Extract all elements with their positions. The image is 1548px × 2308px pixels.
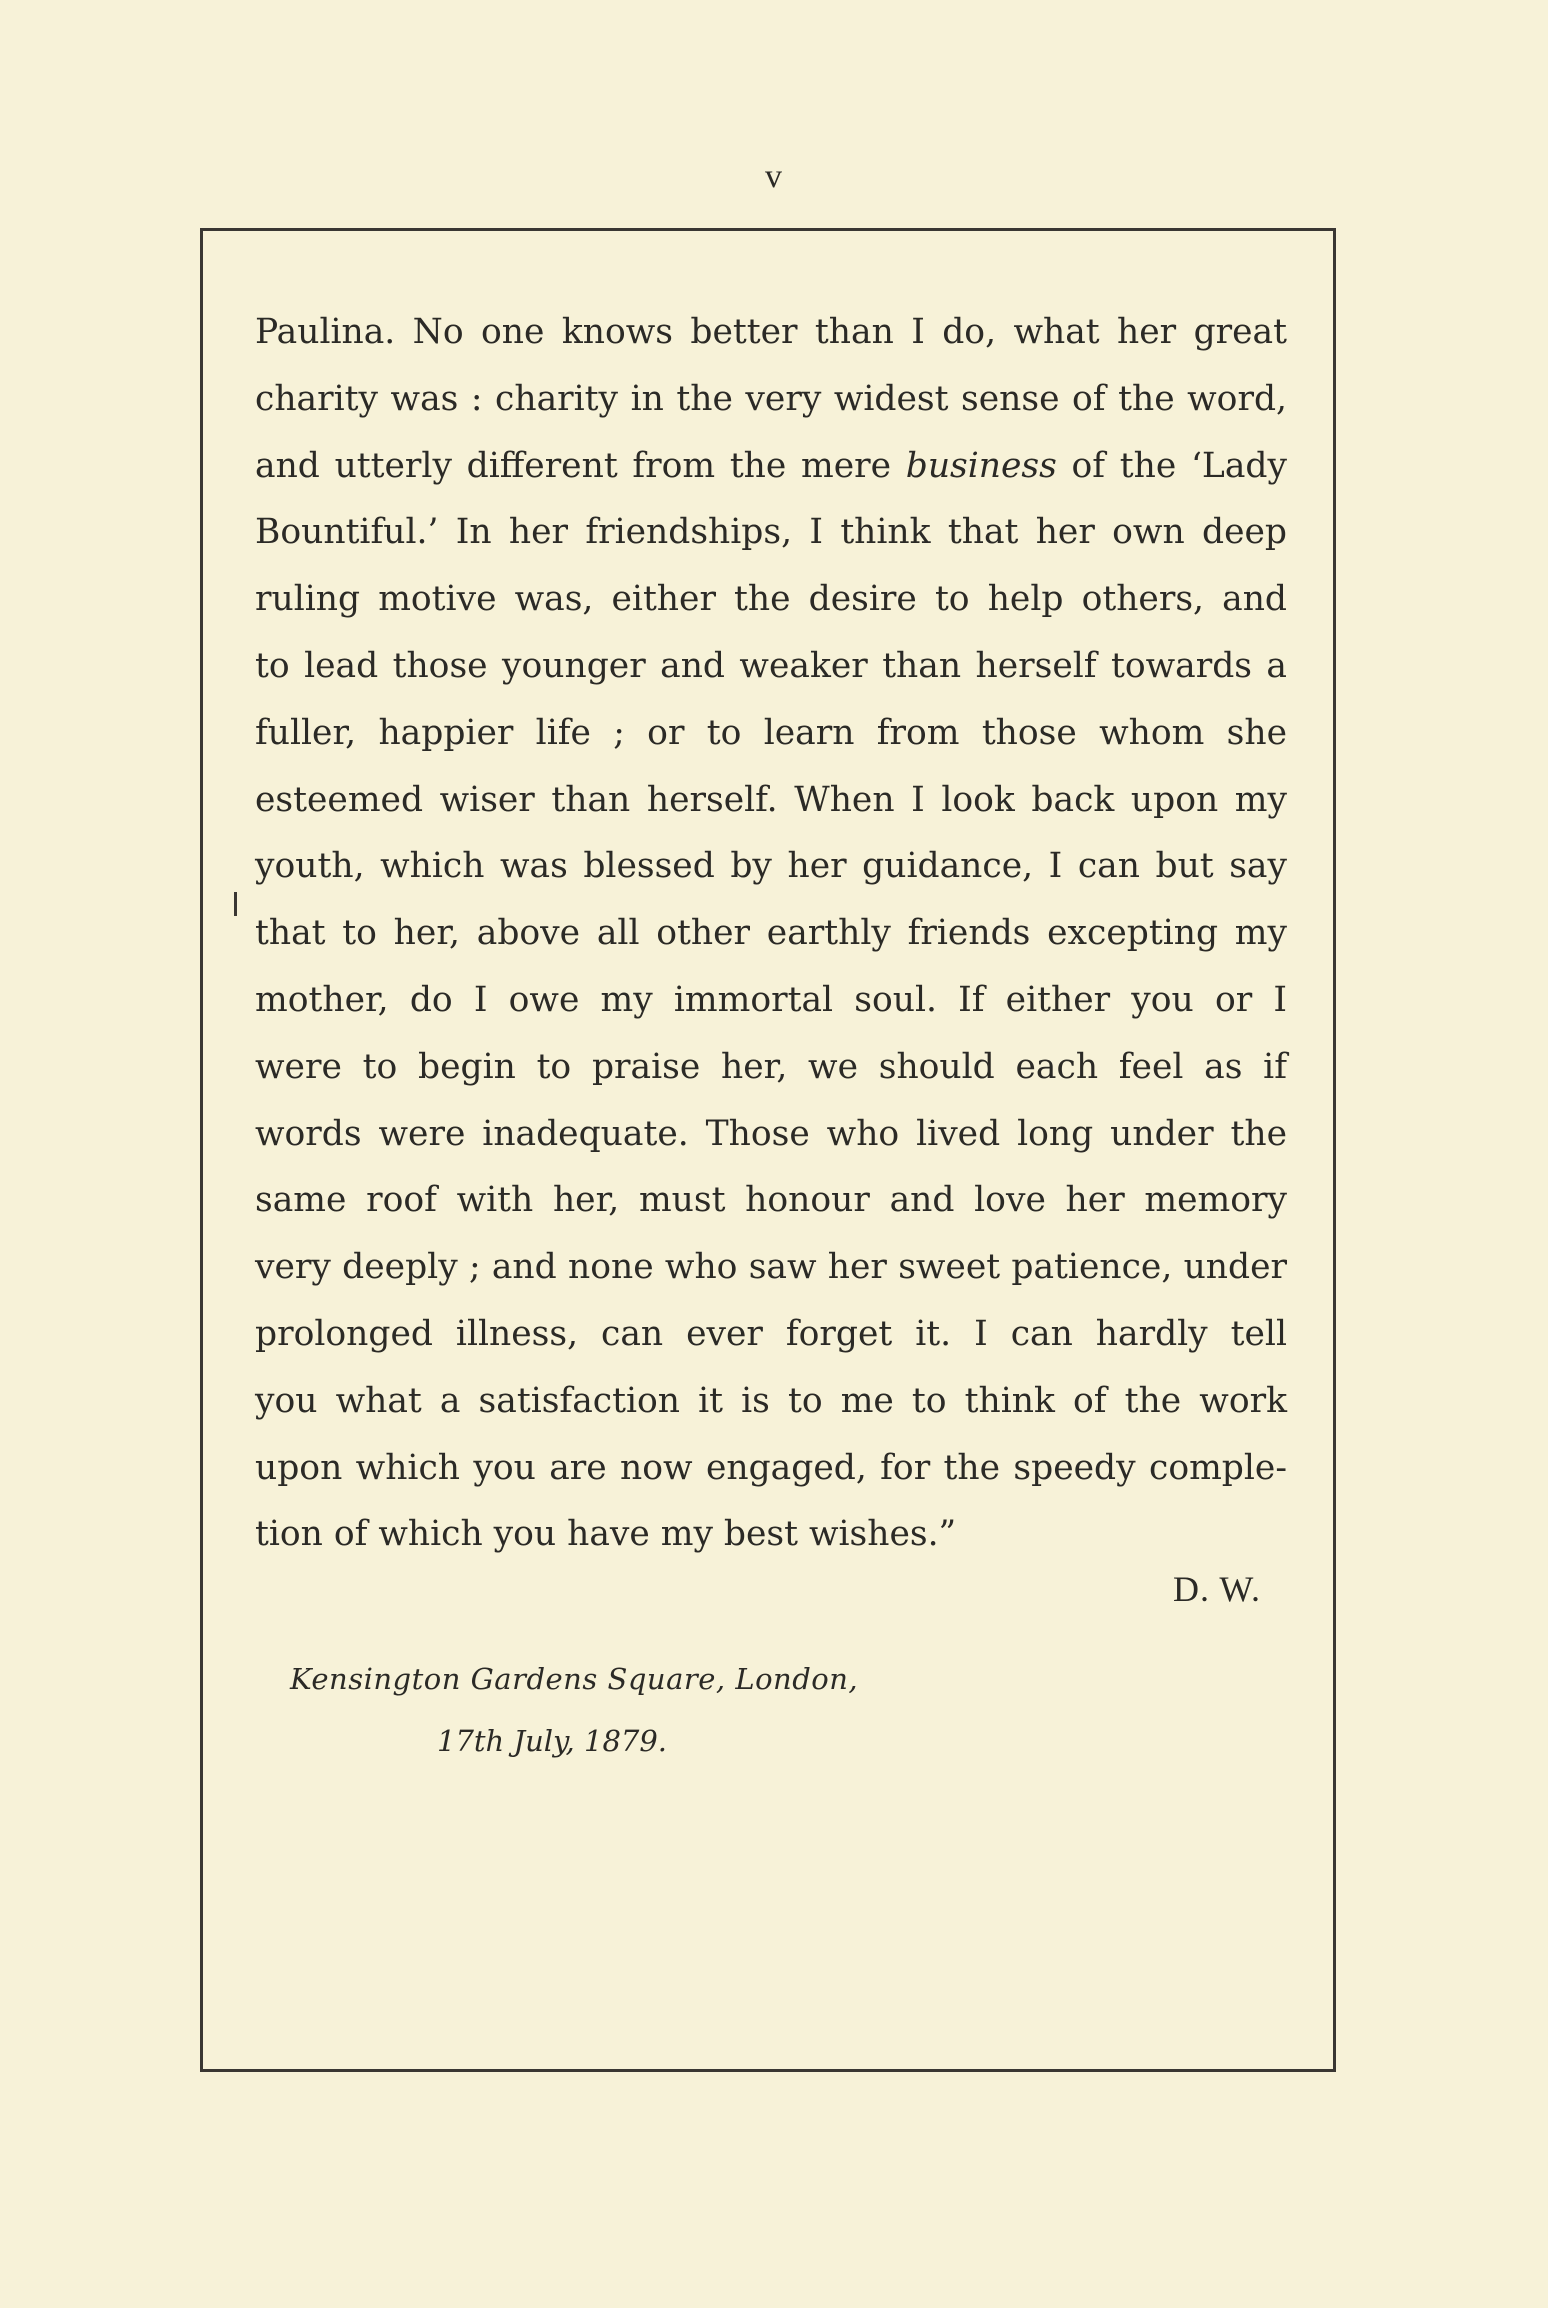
text-line: ruling motive was, either the desire to help others, and xyxy=(255,579,1287,620)
text-line: fuller, happier life ; or to learn from those whom she xyxy=(255,712,1287,753)
text-line: were to begin to praise her, we should each feel as if xyxy=(255,1046,1287,1087)
text-line: Paulina. No one knows better than I do, what her great xyxy=(255,312,1287,352)
text-line: esteemed wiser than herself. When I look back upon my xyxy=(255,779,1287,820)
letter-body xyxy=(255,302,1287,1571)
text-line: mother, do I owe my immortal soul. If either you or I xyxy=(255,979,1287,1020)
text-line: to lead those younger and weaker than herself towards a xyxy=(255,645,1287,686)
signature: D. W. xyxy=(1172,1569,1261,1609)
text-line: words were inadequate. Those who lived long under the xyxy=(255,1113,1287,1154)
text-line: charity was : charity in the very widest sense of the word, xyxy=(255,378,1287,419)
date-line: 17th July, 1879. xyxy=(437,1724,668,1758)
text-line: tion of which you have my best wishes.” xyxy=(255,1514,957,1555)
text-line: youth, which was blessed by her guidance, I can but say xyxy=(255,846,1287,887)
text-line: upon which you are now engaged, for the speedy comple- xyxy=(255,1447,1287,1488)
margin-mark xyxy=(234,892,237,916)
text-line: prolonged illness, can ever forget it. I can hardly tell xyxy=(255,1313,1287,1354)
text-line: very deeply ; and none who saw her sweet patience, under xyxy=(255,1247,1287,1288)
text-line: and utterly different from the mere business of the ‘Lady xyxy=(255,445,1287,486)
text-line: that to her, above all other earthly friends excepting my xyxy=(255,913,1287,954)
address-line: Kensington Gardens Square, London, xyxy=(290,1662,859,1696)
page-number: v xyxy=(765,158,783,195)
text-line: same roof with her, must honour and love her memory xyxy=(255,1180,1287,1221)
text-line: you what a satisfaction it is to me to think of the work xyxy=(255,1380,1287,1421)
text-line: Bountiful.’ In her friendships, I think that her own deep xyxy=(255,512,1287,553)
